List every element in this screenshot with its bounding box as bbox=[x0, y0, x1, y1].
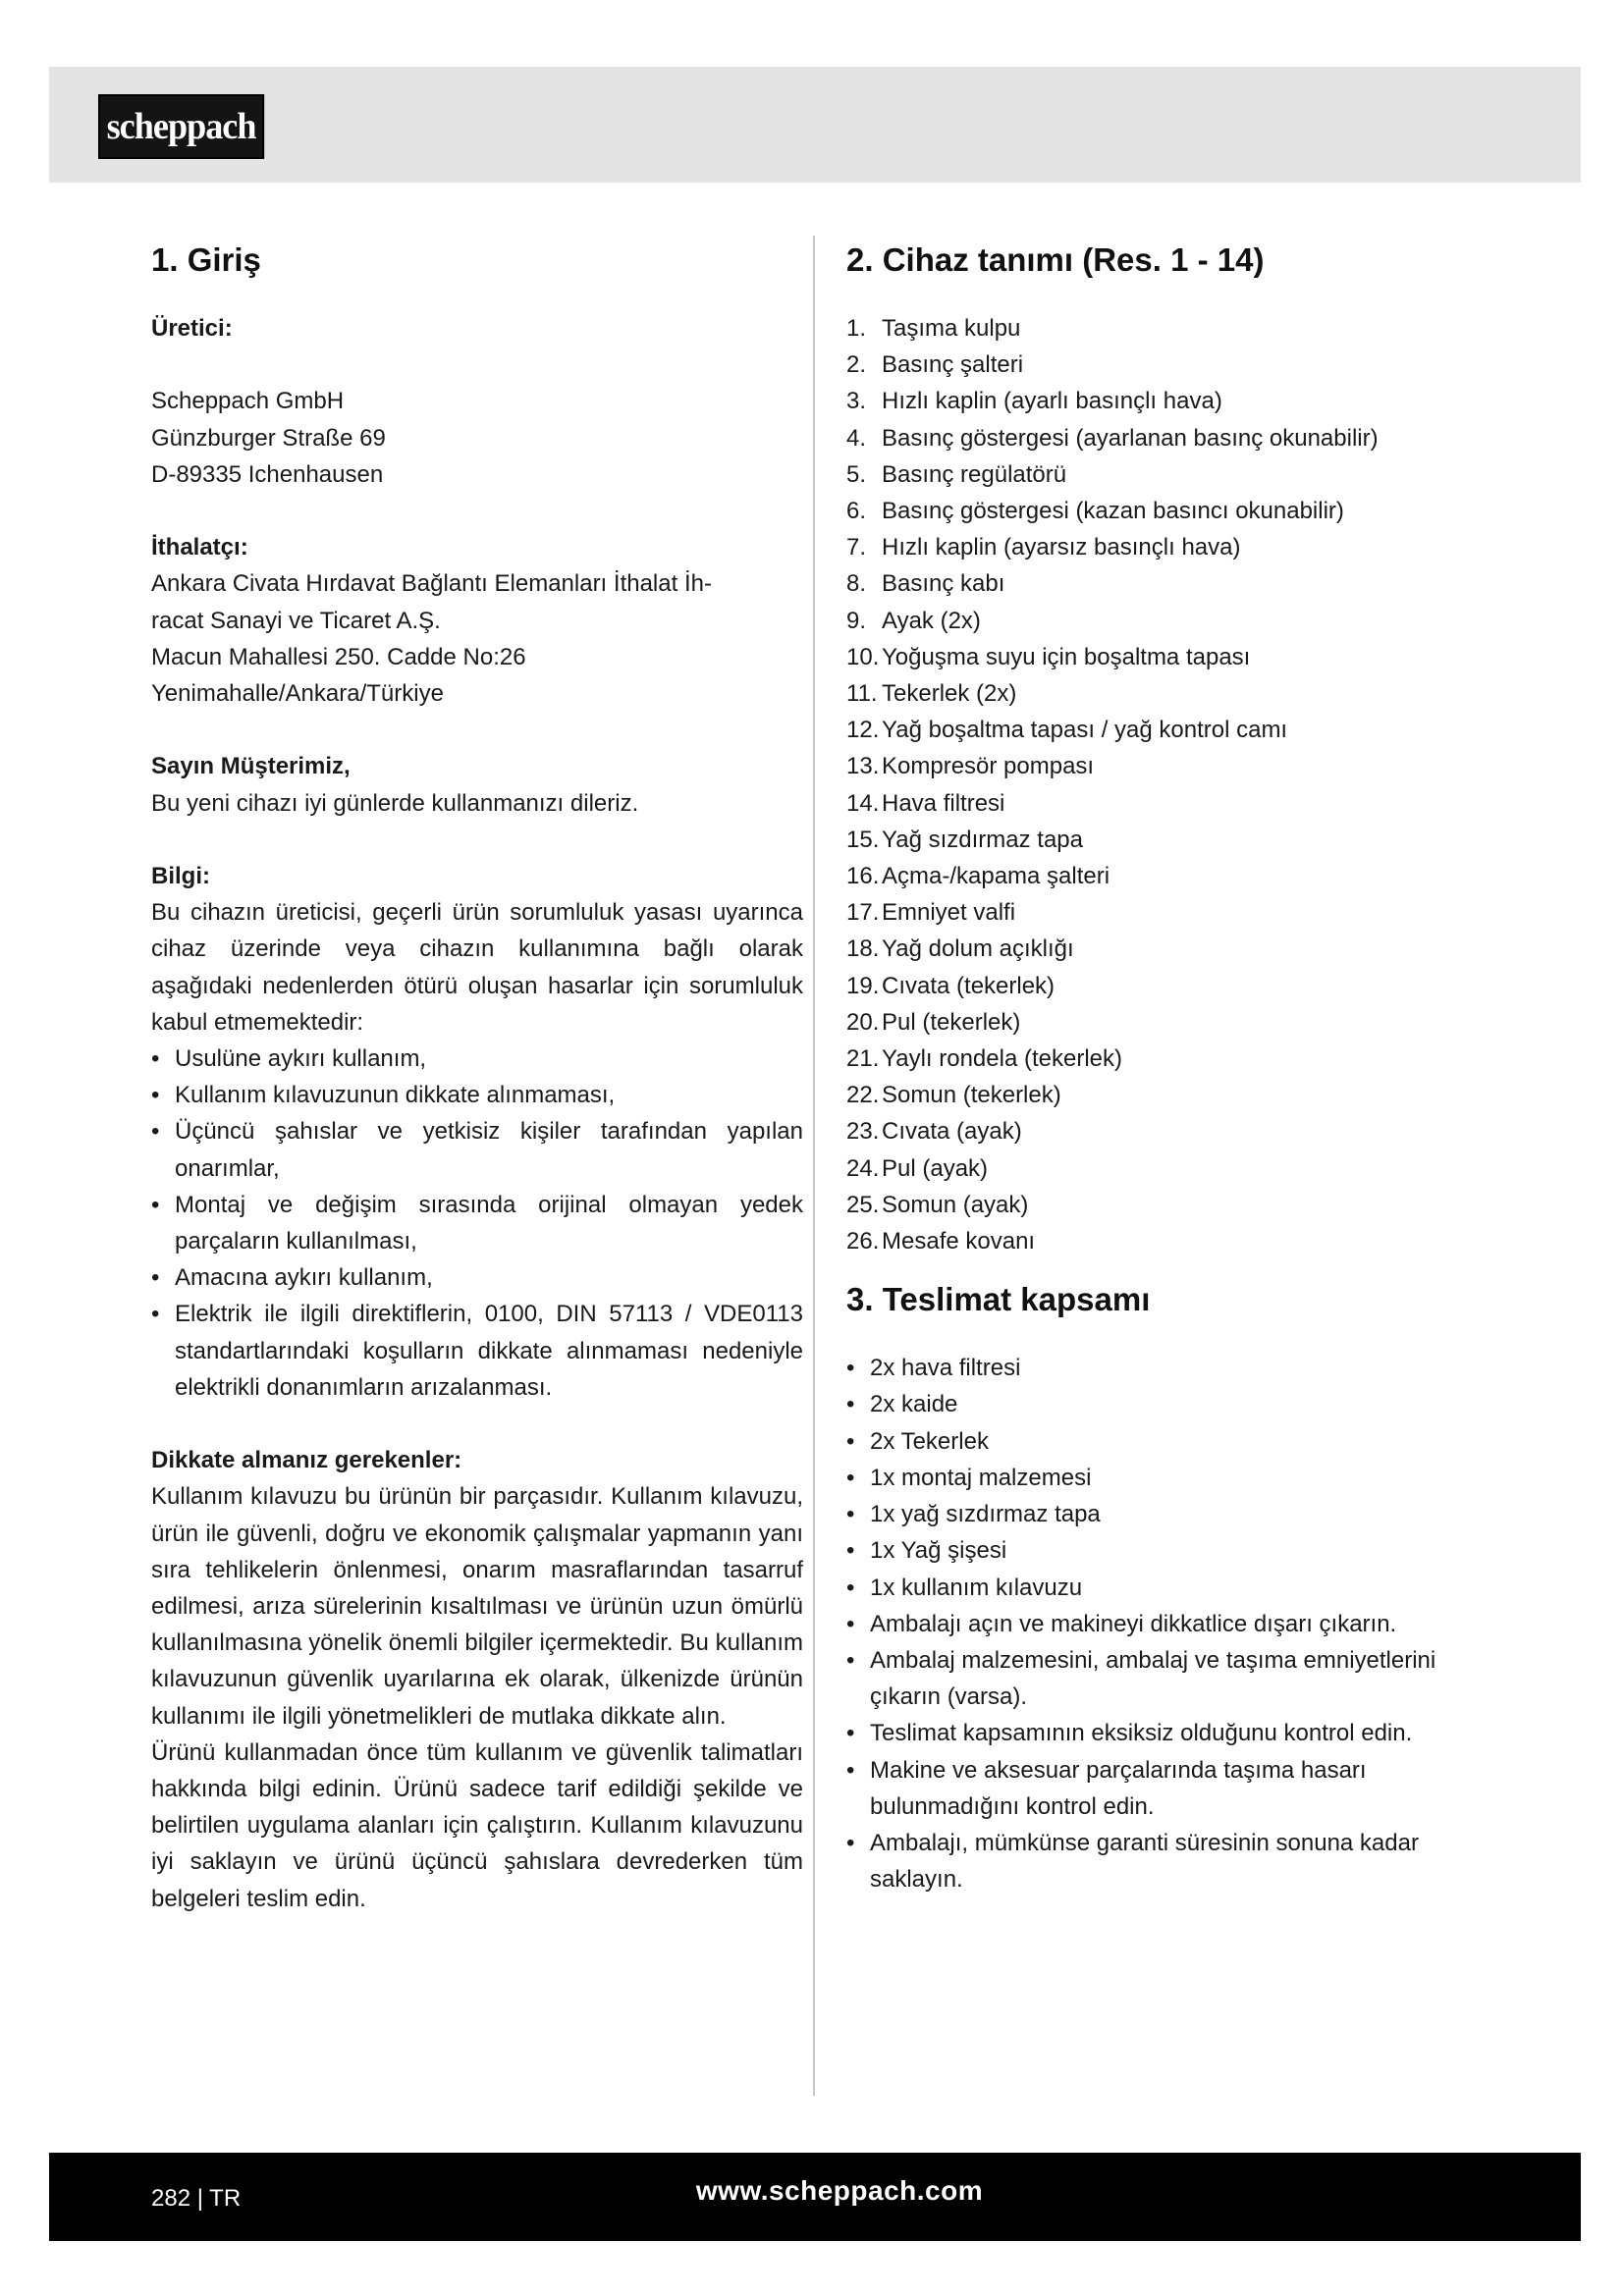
item-text: Hızlı kaplin (ayarlı basınçlı hava) bbox=[882, 388, 1222, 415]
item-text: Hava filtresi bbox=[882, 789, 1005, 817]
item-number: 24. bbox=[846, 1154, 880, 1182]
item-text: Tekerlek (2x) bbox=[882, 680, 1017, 708]
item-number: 4. bbox=[846, 424, 867, 452]
item-number: 15. bbox=[846, 826, 880, 853]
item-number: 14. bbox=[846, 789, 880, 817]
list-item bbox=[846, 1041, 1494, 1077]
item-number: 19. bbox=[846, 972, 880, 999]
item-number: 6. bbox=[846, 498, 867, 525]
notes-label: Dikkate almanız gerekenler: bbox=[151, 1447, 462, 1474]
list-item: • Makine ve aksesuar parçalarında taşıma hasarı bulunmadığını kontrol edin. bbox=[846, 1752, 1494, 1825]
item-text: Basınç göstergesi (ayarlanan basınç okunabilir) bbox=[882, 424, 1379, 452]
list-item bbox=[846, 931, 1494, 967]
list-item bbox=[846, 493, 1494, 529]
parts-list bbox=[846, 310, 1494, 1259]
item-text: Mesafe kovanı bbox=[882, 1228, 1036, 1255]
description-heading: 2. Cihaz tanımı (Res. 1 - 14) bbox=[846, 241, 1265, 278]
list-item bbox=[846, 1004, 1494, 1041]
item-number: 8. bbox=[846, 570, 867, 598]
list-item bbox=[846, 712, 1494, 748]
item-number: 10. bbox=[846, 643, 880, 670]
info-text: Bu cihazın üreticisi, geçerli ürün sorumluluk yasası uyarınca cihaz üzerinde veya cihazın kullanımına bağlı olarak aşağıdaki nedenlerden ötürü oluşan hasarlar için sorumluluk kabul etmemektedir: bbox=[151, 899, 803, 1036]
item-text: Yaylı rondela (tekerlek) bbox=[882, 1045, 1122, 1073]
list-item bbox=[846, 675, 1494, 712]
item-number: 25. bbox=[846, 1191, 880, 1218]
item-text: Pul (tekerlek) bbox=[882, 1008, 1021, 1036]
list-item bbox=[846, 383, 1494, 419]
item-text: Emniyet valfi bbox=[882, 899, 1016, 927]
header-band bbox=[49, 67, 1581, 183]
list-item bbox=[846, 894, 1494, 931]
customer-label: Sayın Müşterimiz, bbox=[151, 753, 351, 780]
website-link[interactable]: www.scheppach.com bbox=[695, 2175, 984, 2206]
item-number: 21. bbox=[846, 1045, 880, 1073]
list-item bbox=[846, 1150, 1494, 1187]
item-text: Yağ dolum açıklığı bbox=[882, 935, 1074, 963]
item-text: Somun (ayak) bbox=[882, 1191, 1029, 1218]
list-item: • Montaj ve değişim sırasında orijinal olmayan yedek parçaların kullanılması, bbox=[151, 1187, 803, 1259]
item-text: Somun (tekerlek) bbox=[882, 1082, 1061, 1109]
importer-line: Yenimahalle/Ankara/Türkiye bbox=[151, 680, 444, 707]
list-item: • Usulüne aykırı kullanım, bbox=[151, 1041, 803, 1077]
list-item bbox=[846, 1077, 1494, 1113]
item-text: Cıvata (ayak) bbox=[882, 1118, 1022, 1146]
intro-heading: 1. Giriş bbox=[151, 241, 261, 278]
list-item bbox=[846, 858, 1494, 894]
list-item bbox=[846, 565, 1494, 602]
manufacturer-line: Günzburger Straße 69 bbox=[151, 424, 386, 452]
item-text: Yağ boşaltma tapası / yağ kontrol camı bbox=[882, 717, 1288, 744]
item-number: 26. bbox=[846, 1228, 880, 1255]
item-text: Basınç şalteri bbox=[882, 351, 1024, 379]
item-text: Basınç regülatörü bbox=[882, 460, 1067, 488]
item-number: 2. bbox=[846, 351, 867, 379]
list-item bbox=[846, 639, 1494, 675]
list-item: • Üçüncü şahıslar ve yetkisiz kişiler tarafından yapılan onarımlar, bbox=[151, 1113, 803, 1186]
list-item: • 1x montaj malzemesi bbox=[846, 1460, 1494, 1496]
item-text: Taşıma kulpu bbox=[882, 315, 1021, 342]
list-item: • 1x yağ sızdırmaz tapa bbox=[846, 1496, 1494, 1532]
page-number: 282 | TR bbox=[151, 2185, 242, 2212]
importer-line: racat Sanayi ve Ticaret A.Ş. bbox=[151, 607, 441, 634]
item-number: 5. bbox=[846, 460, 867, 488]
item-number: 3. bbox=[846, 388, 867, 415]
list-item bbox=[846, 603, 1494, 639]
item-text: Yağ sızdırmaz tapa bbox=[882, 826, 1083, 853]
list-item bbox=[846, 1187, 1494, 1223]
description-section bbox=[846, 236, 1494, 1897]
list-item bbox=[846, 748, 1494, 784]
importer-label: İthalatçı: bbox=[151, 534, 248, 561]
info-bullet-list bbox=[151, 1041, 803, 1406]
list-item bbox=[846, 968, 1494, 1004]
item-text: Ayak (2x) bbox=[882, 607, 981, 634]
column-divider bbox=[813, 236, 815, 2096]
notes-text: Kullanım kılavuzu bu ürünün bir parçasıdır. Kullanım kılavuzu, ürün ile güvenli, doğru ve ekonomik çalışmalar yapmanın yanı sıra tehlikelerin önlenmesi, onarım masraflarından tasarruf edilmesi, arıza sürelerinin kısaltılması ve ürünün uzun ömürlü kullanılmasına yönelik önemli bilgiler içermektedir. Bu kullanım kılavuzunun güvenlik uyarılarına ek olarak, ülkenizde ürünün kullanımı ile ilgili yönetmelikleri de mutlaka dikkate alın. bbox=[151, 1483, 803, 1730]
item-text: Açma-/kapama şalteri bbox=[882, 863, 1110, 890]
manufacturer-line: D-89335 Ichenhausen bbox=[151, 460, 384, 488]
importer-line: Macun Mahallesi 250. Cadde No:26 bbox=[151, 643, 526, 670]
list-item: • Ambalaj malzemesini, ambalaj ve taşıma emniyetlerini çıkarın (varsa). bbox=[846, 1642, 1494, 1715]
list-item: • Ambalajı açın ve makineyi dikkatlice dışarı çıkarın. bbox=[846, 1606, 1494, 1642]
list-item: • Elektrik ile ilgili direktiflerin, 0100, DIN 57113 / VDE0113 standartlarındaki koşulların dikkate alınmaması nedeniyle elektrikli donanımların arızalanması. bbox=[151, 1296, 803, 1406]
list-item: • Ambalajı, mümkünse garanti süresinin sonuna kadar saklayın. bbox=[846, 1825, 1494, 1897]
item-number: 12. bbox=[846, 717, 880, 744]
intro-section bbox=[151, 236, 803, 1917]
brand-logo: scheppach bbox=[98, 94, 264, 159]
list-item: • Teslimat kapsamının eksiksiz olduğunu kontrol edin. bbox=[846, 1715, 1494, 1751]
item-number: 17. bbox=[846, 899, 880, 927]
manufacturer-label: Üretici: bbox=[151, 315, 233, 342]
delivery-list bbox=[846, 1350, 1494, 1897]
item-number: 23. bbox=[846, 1118, 880, 1146]
list-item bbox=[846, 529, 1494, 565]
manufacturer-line: Scheppach GmbH bbox=[151, 388, 345, 415]
item-number: 22. bbox=[846, 1082, 880, 1109]
list-item bbox=[846, 785, 1494, 822]
customer-text: Bu yeni cihazı iyi günlerde kullanmanızı dileriz. bbox=[151, 789, 639, 817]
list-item: • 2x hava filtresi bbox=[846, 1350, 1494, 1386]
list-item bbox=[846, 1223, 1494, 1259]
item-text: Yoğuşma suyu için boşaltma tapası bbox=[882, 643, 1251, 670]
importer-line: Ankara Civata Hırdavat Bağlantı Elemanları İthalat İh- bbox=[151, 570, 712, 598]
list-item: • Kullanım kılavuzunun dikkate alınmaması, bbox=[151, 1077, 803, 1113]
footer-bar bbox=[49, 2153, 1581, 2241]
list-item bbox=[846, 420, 1494, 456]
list-item: • 2x kaide bbox=[846, 1386, 1494, 1422]
list-item bbox=[846, 347, 1494, 383]
list-item: • 2x Tekerlek bbox=[846, 1423, 1494, 1460]
item-number: 20. bbox=[846, 1008, 880, 1036]
list-item bbox=[846, 822, 1494, 858]
item-text: Cıvata (tekerlek) bbox=[882, 972, 1056, 999]
item-number: 16. bbox=[846, 863, 880, 890]
list-item: • 1x Yağ şişesi bbox=[846, 1532, 1494, 1569]
list-item bbox=[846, 1113, 1494, 1149]
list-item: • Amacına aykırı kullanım, bbox=[151, 1259, 803, 1296]
list-item bbox=[846, 456, 1494, 493]
item-text: Basınç göstergesi (kazan basıncı okunabilir) bbox=[882, 498, 1344, 525]
notes-text: Ürünü kullanmadan önce tüm kullanım ve güvenlik talimatları hakkında bilgi edinin. Ürünü sadece tarif edildiği şekilde ve belirtilen uygulama alanları için çalıştırın. Kullanım kılavuzunu iyi saklayın ve ürünü üçüncü şahıslara devrederken tüm belgeleri teslim edin. bbox=[151, 1738, 803, 1912]
info-label: Bilgi: bbox=[151, 862, 210, 889]
item-text: Hızlı kaplin (ayarsız basınçlı hava) bbox=[882, 534, 1241, 561]
item-text: Pul (ayak) bbox=[882, 1154, 989, 1182]
item-number: 18. bbox=[846, 935, 880, 963]
item-number: 13. bbox=[846, 753, 880, 780]
delivery-heading: 3. Teslimat kapsamı bbox=[846, 1281, 1151, 1318]
item-number: 1. bbox=[846, 315, 867, 342]
list-item bbox=[846, 310, 1494, 347]
item-number: 9. bbox=[846, 607, 867, 634]
list-item: • 1x kullanım kılavuzu bbox=[846, 1570, 1494, 1606]
item-text: Kompresör pompası bbox=[882, 753, 1095, 780]
item-number: 7. bbox=[846, 534, 867, 561]
item-number: 11. bbox=[846, 680, 878, 708]
item-text: Basınç kabı bbox=[882, 570, 1005, 598]
